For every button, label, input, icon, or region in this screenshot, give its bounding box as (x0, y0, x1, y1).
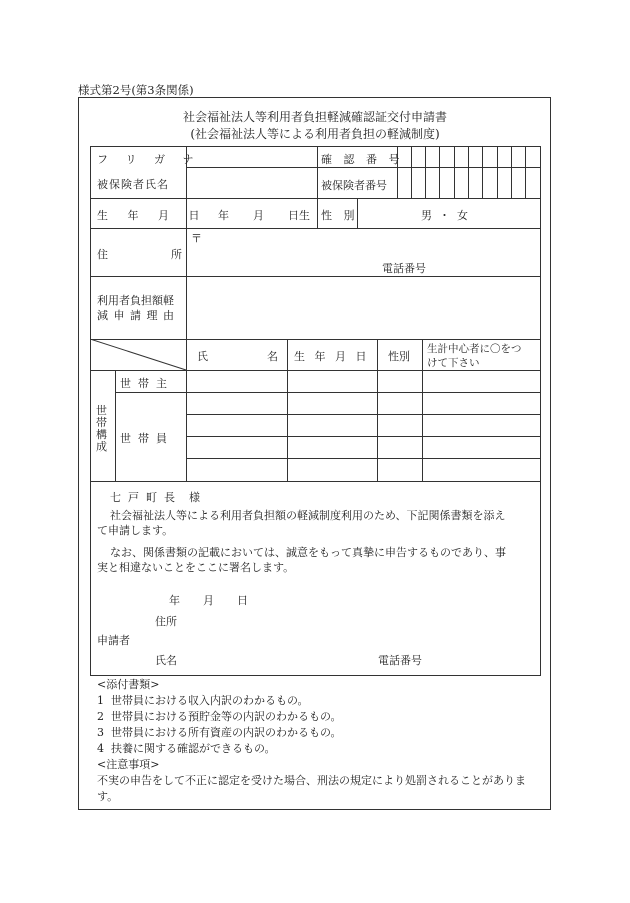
address-phone-label: 電話番号 (382, 262, 426, 275)
household-dob-header: 生 年 月 日 (294, 350, 370, 363)
attachment-item-4: 4 扶養に関する確認ができるもの。 (97, 742, 276, 755)
notes-line1: 不実の申告をして不正に認定を受けた場合、刑法の規定により処罰されることがありま (97, 774, 526, 787)
reason-label-line2: 減 申 請 理 由 (97, 309, 175, 322)
notes-heading: <注意事項> (97, 758, 160, 771)
declaration-para2-line2: 実と相違ないことをここに署名します。 (97, 561, 295, 574)
attachment-item-2: 2 世帯員における預貯金等の内訳のわかるもの。 (97, 710, 342, 723)
address-label-2: 所 (171, 248, 182, 261)
declaration-para1-line2: て申請します。 (97, 524, 174, 537)
household-head-label: 世 帯 主 (120, 377, 167, 390)
sex-label: 性 別 (321, 209, 359, 222)
household-name-header-1: 氏 (197, 350, 208, 363)
sign-date-day-unit: 日 (237, 594, 248, 607)
household-member-label: 世 帯 員 (120, 432, 167, 445)
attachment-item-1: 1 世帯員における収入内訳のわかるもの。 (97, 694, 309, 707)
form-title: 社会福祉法人等利用者負担軽減確認証交付申請書 (182, 110, 447, 124)
form-number-label: 様式第2号(第3条関係) (78, 83, 194, 97)
sex-options: 男 ・ 女 (421, 209, 468, 222)
postal-mark: 〒 (191, 232, 202, 245)
form-subtitle: (社会福祉法人等による利用者負担の軽減制度) (190, 127, 440, 141)
household-name-header-2: 名 (267, 350, 278, 363)
notes-line2: す。 (97, 790, 119, 803)
applicant-label: 申請者 (97, 634, 130, 647)
sign-date-month-unit: 月 (203, 594, 214, 607)
furigana-label: フ リ ガ ナ (97, 153, 201, 166)
household-center-header-1: 生計中心者に〇をつ (427, 343, 522, 355)
address-label-1: 住 (97, 248, 108, 261)
applicant-address-label: 住所 (155, 615, 177, 628)
birthdate-label: 生 年 月 日 (97, 209, 208, 222)
birthdate-year-unit: 年 (218, 209, 229, 222)
household-center-header-2: けて下さい (427, 357, 480, 369)
attachment-item-3: 3 世帯員における所有資産の内訳のわかるもの。 (97, 726, 342, 739)
sign-date-year-unit: 年 (169, 594, 180, 607)
household-side-label-4: 成 (96, 440, 107, 453)
birthdate-day-unit: 日生 (288, 209, 310, 222)
insured-name-label: 被保険者氏名 (97, 178, 169, 191)
addressee: 七 戸 町 長 様 (110, 491, 200, 504)
attachments-heading: <添付書類> (97, 678, 160, 691)
confirmation-number-label: 確 認 番 号 (321, 153, 404, 166)
household-sex-header: 性別 (388, 350, 410, 363)
birthdate-month-unit: 月 (253, 209, 264, 222)
household-side-label-1: 世 (96, 404, 107, 417)
applicant-phone-label: 電話番号 (378, 654, 422, 667)
insured-number-label: 被保険者番号 (321, 179, 387, 192)
declaration-para2-line1: なお、関係書類の記載においては、誠意をもって真摯に申告するものであり、事 (110, 546, 506, 559)
diagonal-corner-line (90, 339, 187, 371)
declaration-para1-line1: 社会福祉法人等による利用者負担額の軽減制度利用のため、下記関係書類を添え (110, 509, 506, 522)
applicant-name-label: 氏名 (155, 654, 177, 667)
household-side-label-3: 構 (96, 428, 107, 441)
household-side-label-2: 帯 (96, 416, 107, 429)
reason-label-line1: 利用者負担額軽 (97, 294, 174, 307)
application-table (90, 146, 541, 676)
